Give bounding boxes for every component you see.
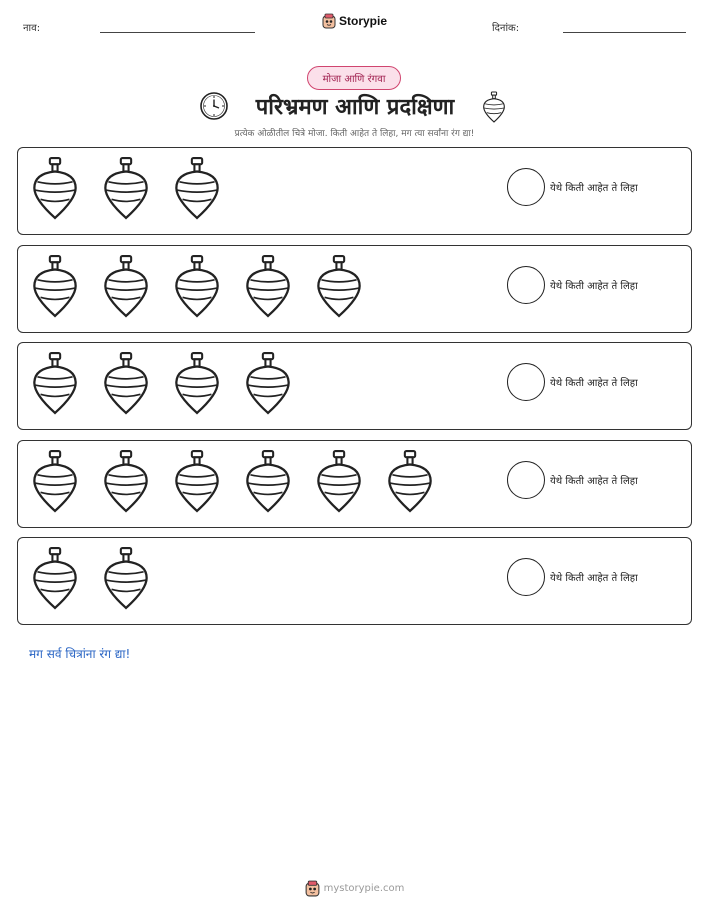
worksheet-header: [0, 0, 709, 40]
spinning-top-icon: [101, 254, 151, 318]
spinning-top-icon: [243, 449, 293, 513]
answer-circle[interactable]: [507, 363, 545, 401]
spinning-top-icon: [314, 449, 364, 513]
count-row-5: [17, 537, 692, 625]
count-row-1: [17, 147, 692, 235]
count-row-4: [17, 440, 692, 528]
spinning-top-icon: [30, 449, 80, 513]
date-label: दिनांक:: [492, 23, 520, 34]
name-label: नाव:: [23, 23, 41, 34]
spinning-top-icon: [172, 449, 222, 513]
spinning-top-icon: [172, 254, 222, 318]
footer-url[interactable]: mystorypie.com: [323, 883, 405, 894]
spinning-top-icon: [172, 351, 222, 415]
clock-icon: [199, 91, 229, 121]
spinning-top-icon: [30, 156, 80, 220]
pictures-group: [30, 449, 435, 513]
brand-logo: [322, 13, 387, 29]
pictures-group: [30, 254, 364, 318]
spinning-top-icon: [482, 91, 506, 123]
footer-note: मग सर्व चित्रांना रंग द्या!: [29, 647, 131, 661]
footer: [0, 880, 709, 897]
answer-label: येथे किती आहेत ते लिहा: [550, 476, 638, 487]
page-title: परिभ्रमण आणि प्रदक्षिणा: [255, 95, 455, 120]
spinning-top-icon: [243, 254, 293, 318]
answer-circle[interactable]: [507, 266, 545, 304]
answer-circle[interactable]: [507, 461, 545, 499]
title-row: [0, 89, 709, 123]
spinning-top-icon: [101, 351, 151, 415]
spinning-top-icon: [30, 351, 80, 415]
brand-name: Storypie: [339, 14, 388, 28]
answer-circle[interactable]: [507, 558, 545, 596]
answer-label: येथे किती आहेत ते लिहा: [550, 573, 638, 584]
count-row-3: [17, 342, 692, 430]
spinning-top-icon: [101, 449, 151, 513]
spinning-top-icon: [172, 156, 222, 220]
pictures-group: [30, 156, 222, 220]
name-field-line[interactable]: [100, 32, 255, 33]
spinning-top-icon: [101, 546, 151, 610]
spinning-top-icon: [30, 546, 80, 610]
spinning-top-icon: [101, 156, 151, 220]
activity-badge: मोजा आणि रंगवा: [307, 66, 401, 90]
pictures-group: [30, 546, 151, 610]
answer-label: येथे किती आहेत ते लिहा: [550, 281, 638, 292]
spinning-top-icon: [385, 449, 435, 513]
spinning-top-icon: [30, 254, 80, 318]
spinning-top-icon: [314, 254, 364, 318]
answer-circle[interactable]: [507, 168, 545, 206]
storypie-mascot-icon: [305, 880, 320, 897]
storypie-mascot-icon: [322, 13, 336, 29]
instructions: प्रत्येक ओळीतील चित्रे मोजा. किती आहेत ते लिहा, मग त्या सर्वांना रंग द्या!: [234, 129, 475, 139]
count-row-2: [17, 245, 692, 333]
answer-label: येथे किती आहेत ते लिहा: [550, 183, 638, 194]
date-field-line[interactable]: [563, 32, 686, 33]
pictures-group: [30, 351, 293, 415]
answer-label: येथे किती आहेत ते लिहा: [550, 378, 638, 389]
spinning-top-icon: [243, 351, 293, 415]
